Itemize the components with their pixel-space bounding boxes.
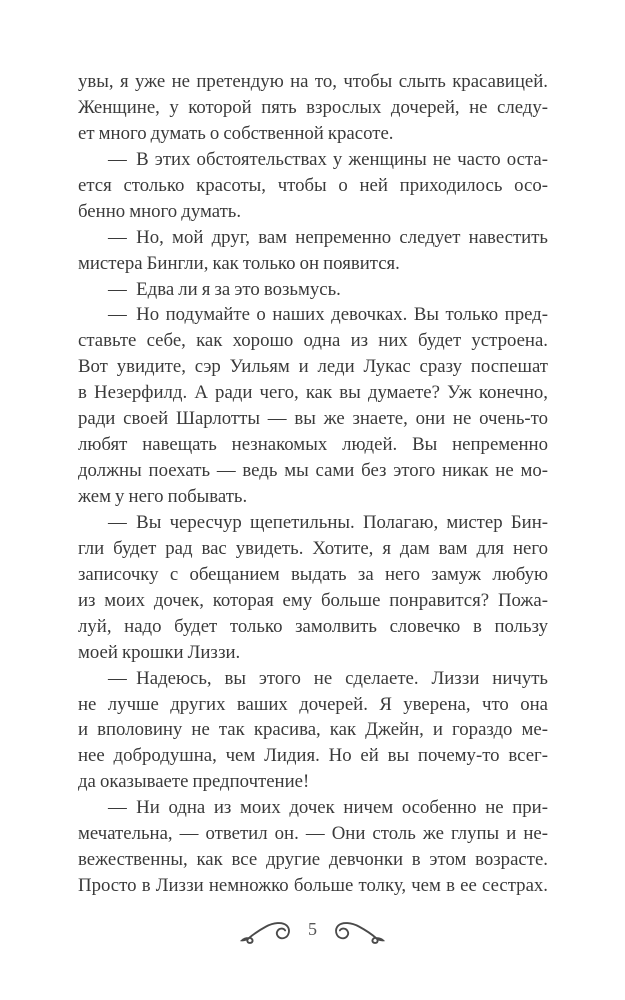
text-line: Женщине, у которой пять взрослых дочерей, не следу- [78, 96, 548, 118]
text-line: ет много думать о собственной красоте. [78, 122, 394, 144]
text-line: нее добродушна, чем Лидия. Но ей вы почему-то всег- [78, 745, 548, 767]
text-line: мечательна, — ответил он. — Они столь же глупы и не- [78, 823, 548, 845]
text-line: гли будет рад вас увидеть. Хотите, я дам вам для него [78, 537, 548, 559]
text-line: Вот увидите, сэр Уильям и леди Лукас сразу поспешат [78, 356, 548, 378]
text-line: моей крошки Лиззи. [78, 641, 241, 663]
text-line: записочку с обещанием выдать за него замуж любую [78, 563, 548, 585]
text-line: вежественны, как все другие девчонки в этом возрасте. [78, 849, 548, 871]
text-line: из моих дочек, которая ему больше понравится? Пожа- [78, 589, 548, 611]
flourish-right-icon [328, 913, 386, 949]
text-line: любят навещать незнакомых людей. Вы непременно [78, 434, 548, 456]
text-line: жем у него побывать. [78, 486, 248, 507]
page-number: 5 [308, 919, 317, 939]
flourish-left-icon [239, 913, 297, 949]
text-line: ется столько красоты, чтобы о ней приходилось осо- [78, 174, 548, 196]
text-line: — Ни одна из моих дочек ничем особенно не при- [108, 797, 548, 819]
text-line: ставьте себе, как хорошо одна из них будет устроена. [78, 330, 548, 352]
text-line: луй, надо будет только замолвить словечко в пользу [78, 615, 548, 637]
text-line: увы, я уже не претендую на то, чтобы слыть красавицей. [78, 71, 548, 92]
text-line: должны поехать — ведь мы сами без этого никак не мо- [78, 460, 548, 482]
text-line: — Но подумайте о наших девочках. Вы только пред- [108, 304, 548, 326]
text-line: — В этих обстоятельствах у женщины не часто оста- [108, 148, 548, 170]
text-line: не лучше других ваших дочерей. Я уверена, что она [78, 693, 548, 715]
text-line: бенно много думать. [78, 200, 242, 222]
text-line: — Вы чересчур щепетильны. Полагаю, мистер Бин- [108, 511, 548, 533]
text-block [78, 69, 548, 899]
text-line: — Едва ли я за это возьмусь. [108, 278, 341, 300]
text-line: и вполовину не так красива, как Джейн, и гораздо ме- [78, 719, 548, 741]
text-line: — Но, мой друг, вам непременно следует навестить [108, 226, 548, 248]
text-line: ради своей Шарлотты — вы же знаете, они не очень-то [78, 408, 548, 430]
text-line: Просто в Лиззи немножко больше толку, чем в ее сестрах. [78, 875, 548, 897]
text-line: да оказываете предпочтение! [78, 771, 310, 793]
text-line: в Незерфилд. А ради чего, как вы думаете? Уж конечно, [78, 382, 548, 404]
text-line: мистера Бингли, как только он появится. [78, 252, 400, 274]
text-line: — Надеюсь, вы этого не сделаете. Лиззи ничуть [108, 667, 548, 689]
page-footer [0, 913, 625, 949]
